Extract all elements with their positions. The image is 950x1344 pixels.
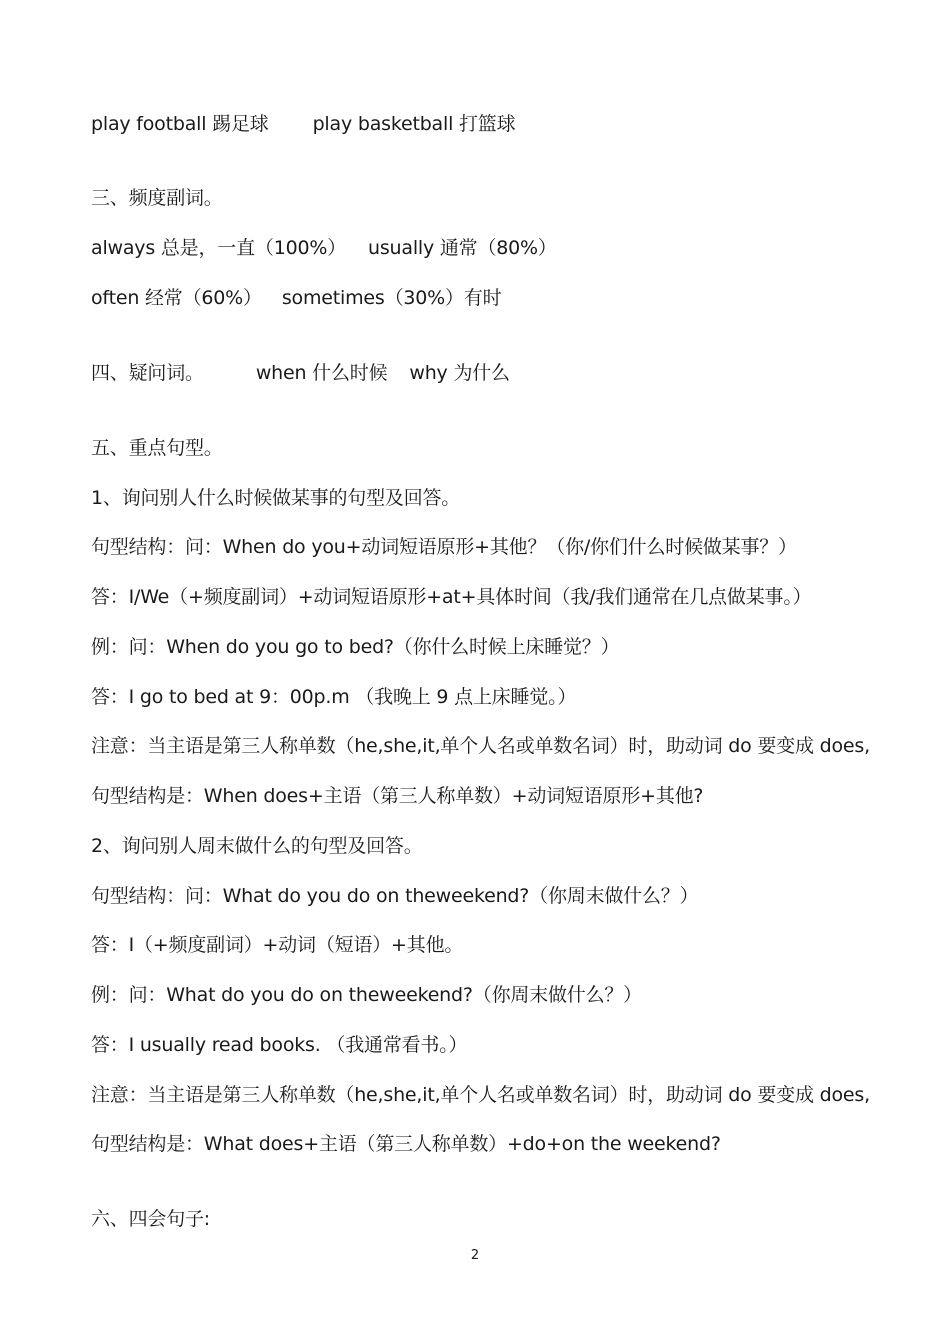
part-2-title: 2、询问别人周末做什么的句型及回答。 [91, 835, 423, 857]
section-4-line [91, 360, 510, 386]
adverb-sometimes: sometimes（30%）有时 [281, 287, 502, 309]
part-1-structure-question: 句型结构：问：When do you+动词短语原形+其他？（你/你们什么时候做某事？） [91, 536, 797, 558]
part-1-note-structure: 句型结构是：When does+主语（第三人称单数）+动词短语原形+其他? [91, 785, 704, 807]
page-number: 2 [470, 1248, 480, 1263]
frequency-line-2 [91, 285, 501, 311]
frequency-line-1 [91, 235, 557, 261]
part-2-note-structure: 句型结构是：What does+主语（第三人称单数）+do+on the weekend? [91, 1133, 721, 1155]
adverb-always: always 总是，一直（100%） [91, 237, 347, 259]
vocab-basketball: play basketball 打篮球 [312, 113, 516, 135]
part-2-structure-question: 句型结构：问：What do you do on theweekend?（你周末做什么？） [91, 885, 699, 907]
part-1-example-answer: 答：I go to bed at 9：00p.m （我晚上 9 点上床睡觉。） [91, 686, 577, 708]
vocab-line [91, 111, 515, 137]
question-word-why: why 为什么 [409, 362, 510, 384]
part-2-note: 注意：当主语是第三人称单数（he,she,it,单个人名或单数名词）时，助动词 do 要变成 does, [91, 1084, 870, 1106]
question-word-when: when 什么时候 [255, 362, 388, 384]
section-4-heading: 四、疑问词。 [91, 362, 204, 384]
part-1-title: 1、询问别人什么时候做某事的句型及回答。 [91, 487, 461, 509]
part-2-structure-answer: 答：I（+频度副词）+动词（短语）+其他。 [91, 934, 464, 956]
section-5-heading: 五、重点句型。 [91, 437, 223, 459]
part-1-structure-answer: 答：I/We（+频度副词）+动词短语原形+at+具体时间（我/我们通常在几点做某事。） [91, 586, 812, 608]
part-1-example-question: 例：问：When do you go to bed?（你什么时候上床睡觉？） [91, 636, 620, 658]
section-6-heading: 六、四会句子: [91, 1208, 211, 1230]
section-3-heading: 三、频度副词。 [91, 187, 223, 209]
part-2-example-answer: 答：I usually read books. （我通常看书。） [91, 1034, 468, 1056]
adverb-usually: usually 通常（80%） [368, 237, 557, 259]
part-1-note: 注意：当主语是第三人称单数（he,she,it,单个人名或单数名词）时，助动词 do 要变成 does, [91, 735, 870, 757]
adverb-often: often 经常（60%） [91, 287, 262, 309]
part-2-example-question: 例：问：What do you do on theweekend?（你周末做什么？） [91, 984, 642, 1006]
vocab-football: play football 踢足球 [91, 113, 269, 135]
